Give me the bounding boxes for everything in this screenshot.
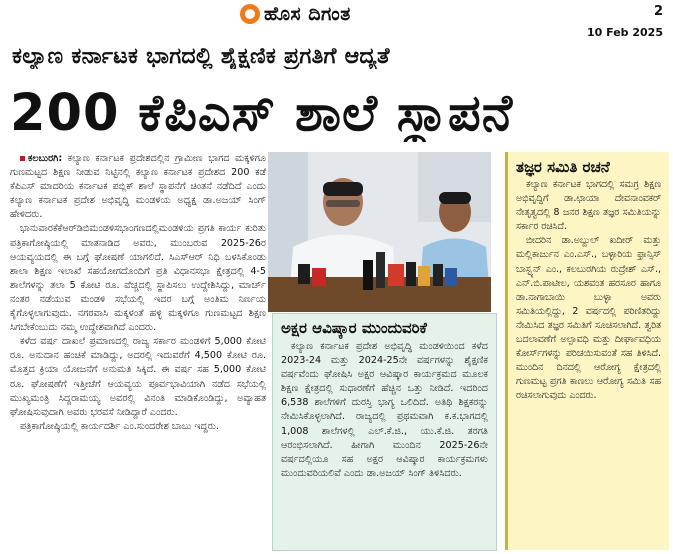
press-conference-photo	[268, 152, 491, 312]
feature-box-title: ಅಕ್ಷರ ಆವಿಷ್ಕಾರ ಮುಂದುವರಿಕೆ	[281, 319, 427, 337]
main-story	[10, 152, 266, 550]
bullet-icon	[20, 156, 25, 161]
sidebar-paragraph-1: ಕಲ್ಯಾಣ ಕರ್ನಾಟಕ ಭಾಗದಲ್ಲಿ ಸಮಗ್ರ ಶಿಕ್ಷಣ ಅಭಿವೃದ್ಧಿಗೆ ಡಾ.ಛಾಯಾ ದೇವನಾಂವಕರ್ ನೇತೃತ್ವದಲ್ಲಿ 8 ಜನರ ಶಿಕ್ಷಣ ತಜ್ಞರ ಸಮಿತಿಯನ್ನು ಸರ್ಕಾರ ರಚಿಸಿದೆ.	[516, 179, 661, 233]
masthead	[0, 0, 673, 32]
kicker-headline: ಕಲ್ಯಾಣ ಕರ್ನಾಟಕ ಭಾಗದಲ್ಲಿ ಶೈಕ್ಷಣಿಕ ಪ್ರಗತಿಗೆ ಆದ್ಯತೆ	[12, 44, 390, 69]
sidebar-paragraph-2: ಬೀದರಿನ ಡಾ.ಅಬ್ದುಲ್ ಖದೀರ್ ಮತ್ತು ಮಲ್ಲಿಕಾರ್ಜುನ ಎಂ.ಎಸ್., ಬಳ್ಳಾರಿಯ ಫ್ರಾನ್ಸಿಸ್ ಬಾಸ್ಟ್ಯನ್ ಎಂ., ಕಲಬುರಗಿಯ ರುದ್ರೇಶ್ ಎಸ್., ಎನ್.ಬಿ.ಪಾಟೀಲ, ಯಶವಂತ ಹರಸೂರ ಹಾಗೂ ಡಾ.ನಾಗಾಬಾಯಿ ಬುಳ್ಳಾ ಅವರು ಸಮಿತಿಯಲ್ಲಿದ್ದು, 2 ವರ್ಷದಲ್ಲಿ ಪರಿಣಿತರಿದ್ದು ನೇಮಿಸಿದ ತಜ್ಞರ ಸಮಿತಿಗೆ ಸೂಚಿಸಲಾಗಿದೆ. ತ್ವರಿತ ಬದಲಾವಣೆಗೆ ಅಲ್ಪಾವಧಿ ಮತ್ತು ದೀರ್ಘಾವಧಿಯ ಕೋರ್ಸ್‌ಗಳನ್ನು ಪರಿಚಯಿಸುವಂತೆ ಸಹ ತಿಳಿಸಿದೆ. ಮುಂದಿನ ದಿನದಲ್ಲಿ ಆರೋಗ್ಯ ಕ್ಷೇತ್ರದಲ್ಲಿ ಗುಣಮಟ್ಟ ಪ್ರಗತಿ ಕಾಣಲು ಆರೋಗ್ಯ ಸಮಿತಿ ಸಹ ರಚಿಸಲಾಗುವುದು ಎಂದರು.	[516, 235, 661, 402]
logo-text: ಹೊಸ ದಿಗಂತ	[264, 3, 351, 25]
feature-box-paragraph: ಕಲ್ಯಾಣ ಕರ್ನಾಟಕ ಪ್ರದೇಶ ಅಭಿವೃದ್ಧಿ ಮಂಡಳಿಯಿಂದ ಕಳೆದ 2023-24 ಮತ್ತು 2024-25ನೇ ವರ್ಷಗಳನ್ನು ಶೈಕ್ಷಣಿಕ ವರ್ಷವೆಂದು ಘೋಷಿಸಿ ಅಕ್ಷರ ಆವಿಷ್ಕಾರ ಕಾರ್ಯಕ್ರಮದ ಮೂಲಕ ಶಿಕ್ಷಣ ಕ್ಷೇತ್ರದಲ್ಲಿ ಸುಧಾರಣೆಗೆ ಹೆಚ್ಚಿನ ಒತ್ತು ನೀಡಿದೆ. ಇದರಿಂದ 6,538 ಶಾಲೆಗಳಿಗೆ ದುರಸ್ತಿ ಭಾಗ್ಯ ಒಲಿದಿದೆ. ಅತಿಥಿ ಶಿಕ್ಷಕರನ್ನು ನೇಮಿಸಿಕೊಳ್ಳಲಾಗಿದೆ. ರಾಜ್ಯದಲ್ಲಿ ಪ್ರಥಮವಾಗಿ ಕ.ಕ.ಭಾಗದಲ್ಲಿ 1,008 ಶಾಲೆಗಳಲ್ಲಿ ಎಲ್.ಕೆ.ಜಿ., ಯು.ಕೆ.ಜಿ. ತರಗತಿ ಆರಂಭಿಸಲಾಗಿದೆ. ಹೀಗಾಗಿ ಮುಂದಿನ 2025-26ನೇ ವರ್ಷದಲ್ಲಿಯೂ ಸಹ ಅಕ್ಷರ ಆವಿಷ್ಕಾರ ಕಾರ್ಯಕ್ರಮಗಳು ಮುಂದುವರಿಯಲಿವೆ ಎಂದು ಡಾ.ಅಜಯ್ ಸಿಂಗ್ ತಿಳಿಸಿದರು.	[281, 341, 488, 479]
newspaper-logo	[240, 3, 351, 25]
story-paragraph-1: ಕಲಬುರಗಿ: ಕಲ್ಯಾಣ ಕರ್ನಾಟಕ ಪ್ರದೇಶದಲ್ಲಿನ ಗ್ರಾಮೀಣ ಭಾಗದ ಮಕ್ಕಳಿಗೂ ಗುಣಮಟ್ಟದ ಶಿಕ್ಷಣ ನೀಡುವ ನಿಟ್ಟಿನಲ್ಲಿ ಕಲ್ಯಾಣ ಕರ್ನಾಟಕ ಪ್ರದೇಶದ 200 ಕಡೆ ಕೆಪಿಎಸ್ ಮಾದರಿಯ ಕರ್ನಾಟಕ ಪಬ್ಲಿಕ್ ಶಾಲೆ ಸ್ಥಾಪನೆಗೆ ಚಿಂತನೆ ನಡೆದಿದೆ ಎಂದು ಕಲ್ಯಾಣ ಕರ್ನಾಟಕ ಪ್ರದೇಶ ಅಭಿವೃದ್ಧಿ ಮಂಡಳಿಯ ಅಧ್ಯಕ್ಷ ಡಾ.ಅಜಯ್ ಸಿಂಗ್ ಹೇಳಿದರು.	[10, 153, 266, 221]
feature-box-body	[273, 340, 496, 481]
dateline: ಕಲಬುರಗಿ:	[28, 153, 63, 164]
edition-date: 10 Feb 2025	[587, 26, 663, 39]
story-paragraph-4: ಪತ್ರಿಕಾಗೋಷ್ಠಿಯಲ್ಲಿ ಕಾರ್ಯದರ್ಶಿ ಎಂ.ಸುಂದರೇಶ ಬಾಬು ಇದ್ದರು.	[20, 420, 219, 432]
sidebar-body	[508, 178, 669, 404]
story-paragraph-2: ಭಾನುವಾರಕೆಕೆಆರ್‌ಡಿಬಿಮಂಡಳಿಸಭಾಂಗಣದಲ್ಲಿಮಂಡಳಿಯ ಪ್ರಗತಿ ಕಾರ್ಯ ಕುರಿತು ಪತ್ರಿಕಾಗೋಷ್ಠಿಯಲ್ಲಿ ಮಾತನಾಡಿದ ಅವರು, ಮುಂಬರುವ 2025-26ರ ಆಯವ್ಯಯದಲ್ಲಿ ಈ ಬಗ್ಗೆ ಘೋಷಣೆ ಯಾಗಲಿದೆ. ಸಿಎಸ್‌ಆರ್ ನಿಧಿ ಬಳಸಿಕೊಂಡು ಶಾಲಾ ಶಿಕ್ಷಣ ಇಲಾಖೆ ಸಹಯೋಗದೊಂದಿಗೆ ಪ್ರತಿ ವಿಧಾನಸಭಾ ಕ್ಷೇತ್ರದಲ್ಲಿ 4-5 ಶಾಲೆಗಳನ್ನು ತಲಾ 5 ಕೋಟಿ ರೂ. ವೆಚ್ಚದಲ್ಲಿ ಸ್ಥಾಪಿಸಲು ಉದ್ದೇಶಿಸಿದ್ದು, ಮಾರ್ಚ್ ನಂತರ ನಡೆಯುವ ಮಂಡಳಿ ಸಭೆಯಲ್ಲಿ ಇದರ ಬಗ್ಗೆ ಅಂತಿಮ ನಿರ್ಣಯ ಕೈಗೊಳ್ಳಲಾಗುವುದು. ನಗರವಾಸಿ ಮಕ್ಕಳಂತೆ ಹಳ್ಳಿ ಮಕ್ಕಳಿಗೂ ಗುಣಮಟ್ಟದ ಶಿಕ್ಷಣ ಸಿಗಬೇಕೆಂಬುದು ನಮ್ಮ ಉದ್ದೇಶವಾಗಿದೆ ಎಂದರು.	[10, 223, 266, 334]
story-paragraph-3: ಕಳೆದ ವರ್ಷ ದಾಖಲೆ ಪ್ರಮಾಣದಲ್ಲಿ ರಾಜ್ಯ ಸರ್ಕಾರ ಮಂಡಳಿಗೆ 5,000 ಕೋಟಿ ರೂ. ಅನುದಾನ ಹಂಚಿಕೆ ಮಾಡಿದ್ದು, ಅದರಲ್ಲಿ ಇದುವರೆಗೆ 4,500 ಕೋಟಿ ರೂ. ಮೊತ್ತದ ಕ್ರಿಯಾ ಯೋಜನೆಗೆ ಅನುಮತಿ ಸಿಕ್ಕಿದೆ. ಈ ವರ್ಷ ಸಹ 5,000 ಕೋಟಿ ರೂ. ಘೋಷಣೆಗೆ ಇತ್ತೀಚೆಗೆ ಆಯವ್ಯಯ ಪೂರ್ವಭಾವಿಯಾಗಿ ನಡೆದ ಸಭೆಯಲ್ಲಿ ಮುಖ್ಯಮಂತ್ರಿ ಸಿದ್ದರಾಮಯ್ಯ ಅವರಲ್ಲಿ ವಿನಂತಿ ಮಾಡಿಕೊಂಡಿದ್ದು, ಅವ್ಯಾಹತ ಘೋಷಿಸುವುದಾಗಿ ಅವರು ಭರವಸೆ ನೀಡಿದ್ದಾರೆ ಎಂದರು.	[10, 336, 266, 418]
sidebar-story	[505, 152, 669, 550]
main-headline: 200 ಕೆಪಿಎಸ್ ಶಾಲೆ ಸ್ಥಾಪನೆ	[10, 86, 514, 142]
feature-box	[272, 313, 497, 551]
sun-logo-icon	[240, 4, 260, 24]
photo-illustration	[268, 152, 491, 312]
page-number: 2	[653, 4, 663, 19]
sidebar-title: ತಜ್ಞರ ಸಮಿತಿ ರಚನೆ	[516, 158, 610, 176]
